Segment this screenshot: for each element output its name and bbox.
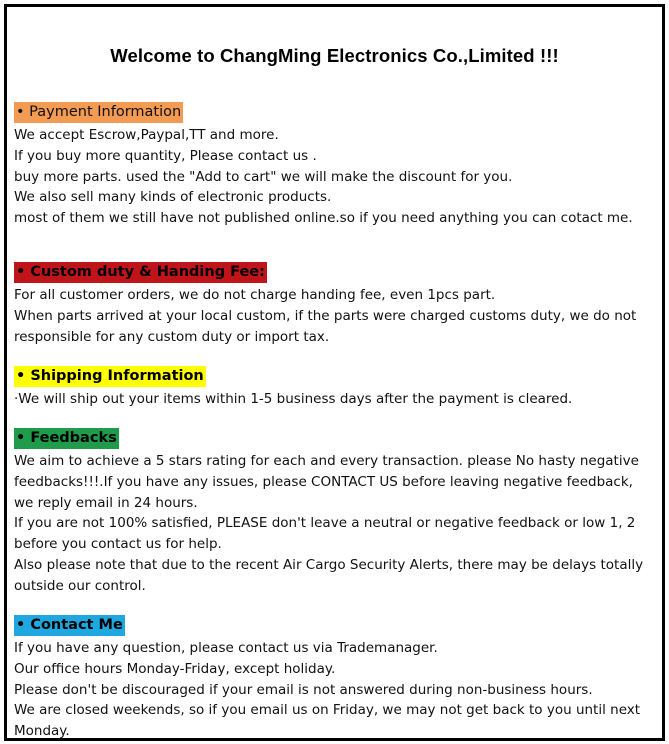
body-line: For all customer orders, we do not charge handing fee, even 1pcs part. [14,287,496,303]
body-line: We accept Escrow,Paypal,TT and more. [14,127,279,143]
body-line: We aim to achieve a 5 stars rating for each and every transaction. please No hasty negative [14,453,639,469]
section-heading: • Contact Me [14,615,125,636]
section-body [14,285,660,347]
section-shipping-information [14,365,660,410]
section-feedbacks [14,427,660,597]
section-custom-duty [14,261,660,347]
section-heading: • Feedbacks [14,428,119,449]
section-body [14,451,660,597]
body-line: Also please note that due to the recent Air Cargo Security Alerts, there may be delays totally [14,556,644,573]
section-payment-information [14,101,660,229]
body-line: Please don't be discouraged if your email is not answered during non-business hours. [14,681,593,698]
body-line: If you are not 100% satisfied, PLEASE don't leave a neutral or negative feedback or low 1, 2 [14,515,636,532]
body-line: outside our control. [14,577,146,594]
content-frame [4,4,665,741]
section-body [14,638,660,742]
body-line: ·We will ship out your items within 1-5 business days after the payment is cleared. [14,391,573,407]
section-body [14,125,660,229]
body-line: Monday. [14,723,70,740]
body-line: We also sell many kinds of electronic products. [14,189,332,206]
section-heading: • Payment Information [14,102,183,123]
body-line: Our office hours Monday-Friday, except holiday. [14,660,336,677]
body-line: responsible for any custom duty or import tax. [14,328,330,345]
section-contact-me [14,614,660,742]
body-line: When parts arrived at your local custom, if the parts were charged customs duty, we do not [14,307,637,324]
body-line: feedbacks!!!.If you have any issues, please CONTACT US before leaving negative feedback, [14,473,633,490]
body-line: We are closed weekends, so if you email us on Friday, we may not get back to you until next [14,702,641,719]
section-body [14,389,660,410]
body-line: most of them we still have not published online.so if you need anything you can cotact me. [14,210,633,227]
body-line: buy more parts. used the "Add to cart" we will make the discount for you. [14,168,513,185]
page-title: Welcome to ChangMing Electronics Co.,Limited !!! [110,45,559,66]
body-line: If you have any question, please contact us via Trademanager. [14,640,438,656]
section-heading: • Custom duty & Handing Fee: [14,262,267,283]
body-line: before you contact us for help. [14,536,222,553]
body-line: we reply email in 24 hours. [14,494,198,511]
section-heading: • Shipping Information [14,366,206,387]
body-line: If you buy more quantity, Please contact us . [14,147,317,164]
